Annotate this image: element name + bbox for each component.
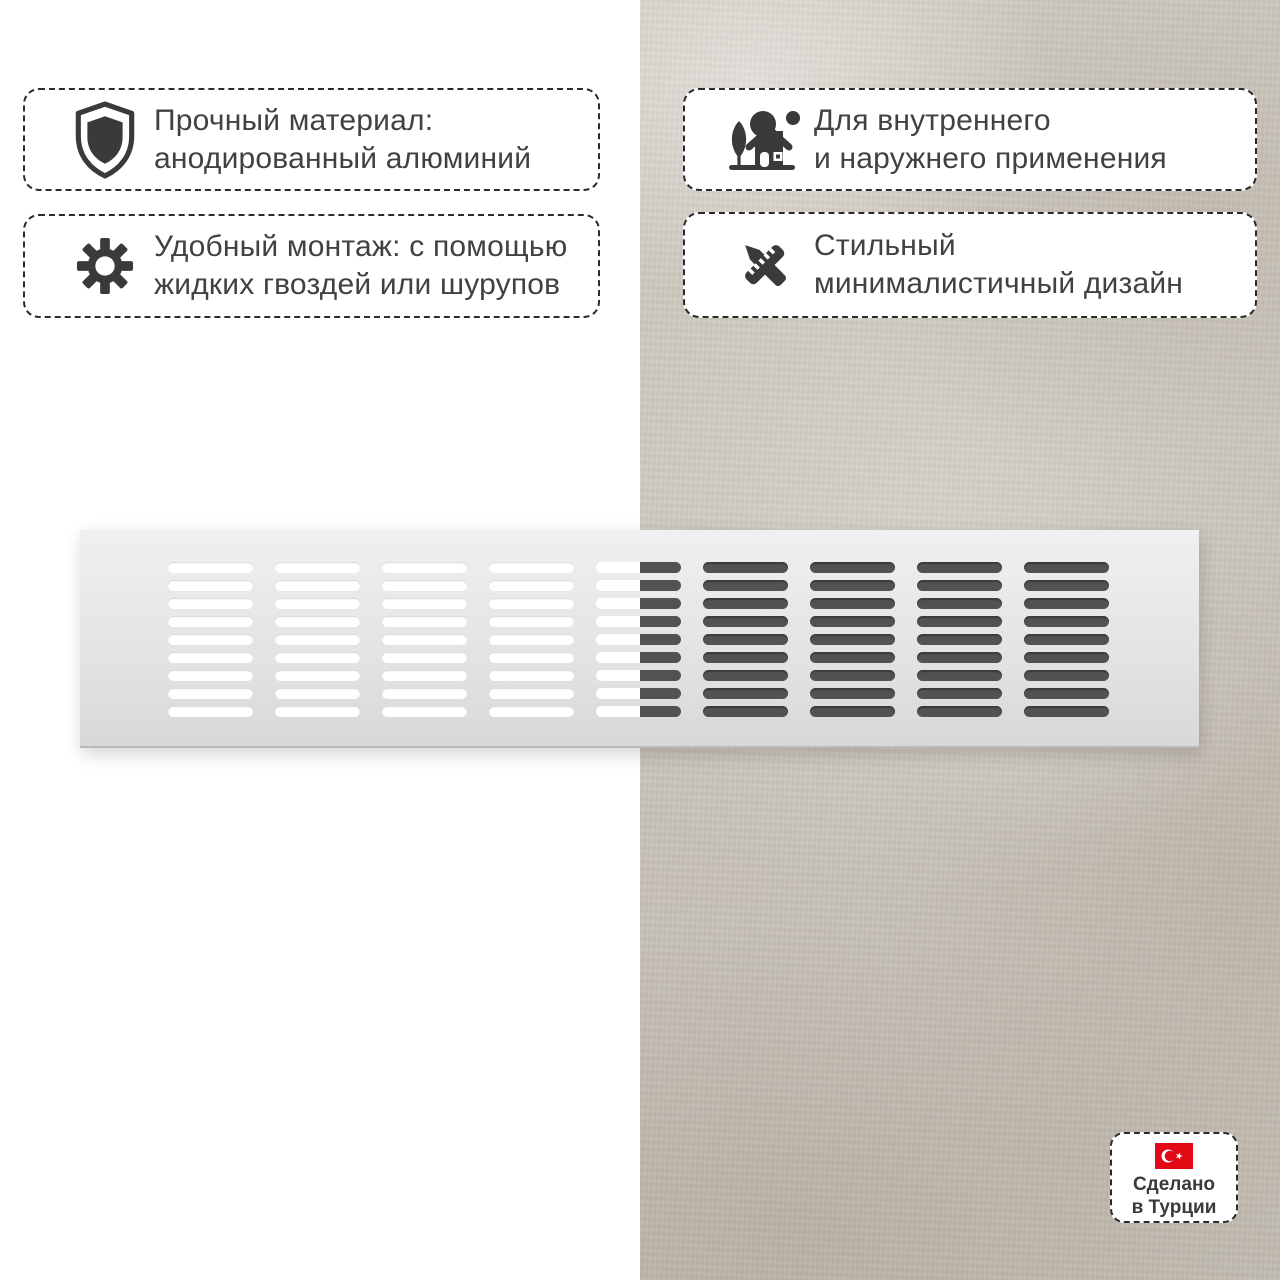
made-in-badge <box>1110 1132 1238 1223</box>
vent-slot <box>489 706 574 717</box>
vent-slot <box>382 616 467 627</box>
vent-slot <box>917 580 1002 591</box>
vent-slot <box>1024 670 1109 681</box>
feature-box-design <box>683 212 1257 318</box>
vent-slot <box>1024 616 1109 627</box>
vent-slot <box>382 598 467 609</box>
vent-slot <box>596 616 681 627</box>
vent-slot <box>810 616 895 627</box>
vent-slot <box>489 634 574 645</box>
made-in-line: Сделано <box>1132 1174 1216 1195</box>
vent-slot <box>489 562 574 573</box>
ventilation-grille <box>80 530 1199 748</box>
vent-slot <box>489 616 574 627</box>
vent-slot <box>168 598 253 609</box>
vent-slot <box>168 670 253 681</box>
vent-slot <box>596 562 681 573</box>
slot-column <box>275 562 360 746</box>
vent-slot <box>168 634 253 645</box>
feature-text-line: Для внутреннего <box>814 103 1051 137</box>
feature-text-line: и наружнего применения <box>814 141 1167 175</box>
vent-slot <box>489 598 574 609</box>
vent-slot <box>596 580 681 591</box>
slot-column <box>1024 562 1109 746</box>
vent-slot <box>810 598 895 609</box>
vent-slot <box>382 652 467 663</box>
feature-box-material <box>23 88 600 191</box>
vent-slot <box>917 634 1002 645</box>
vent-slot <box>382 670 467 681</box>
feature-text-design <box>814 227 1183 303</box>
vent-slot <box>810 688 895 699</box>
vent-slot <box>703 598 788 609</box>
vent-slot <box>382 562 467 573</box>
vent-slot <box>596 634 681 645</box>
vent-slot <box>275 562 360 573</box>
vent-slot <box>917 598 1002 609</box>
vent-slot <box>489 670 574 681</box>
vent-slot <box>810 562 895 573</box>
vent-slot <box>596 706 681 717</box>
vent-slot <box>810 652 895 663</box>
slot-column <box>810 562 895 746</box>
vent-slot <box>382 634 467 645</box>
vent-slot <box>275 652 360 663</box>
vent-slot <box>1024 598 1109 609</box>
feature-text-line: минималистичный дизайн <box>814 267 1184 300</box>
feature-text-line: Удобный монтаж: с помощью <box>154 230 568 263</box>
vent-slot <box>703 652 788 663</box>
house-tree-icon <box>725 107 805 173</box>
vent-slot <box>275 670 360 681</box>
feature-text-material <box>154 102 531 178</box>
vent-slot <box>596 652 681 663</box>
vent-slot <box>917 670 1002 681</box>
vent-slot <box>810 580 895 591</box>
vent-slot <box>917 688 1002 699</box>
vent-slot <box>917 706 1002 717</box>
made-in-line: в Турции <box>1131 1197 1217 1218</box>
vent-slot <box>1024 688 1109 699</box>
slot-column <box>917 562 1002 746</box>
vent-slot <box>810 706 895 717</box>
vent-slot <box>275 616 360 627</box>
vent-slot <box>168 562 253 573</box>
vent-slot <box>489 580 574 591</box>
vent-slot <box>168 616 253 627</box>
vent-slot <box>596 688 681 699</box>
pencil-ruler-icon <box>725 233 805 297</box>
vent-slot <box>275 634 360 645</box>
feature-text-mounting <box>154 228 567 304</box>
vent-slot <box>703 562 788 573</box>
vent-slot <box>489 652 574 663</box>
vent-slot <box>703 616 788 627</box>
vent-slot <box>703 634 788 645</box>
feature-box-mounting <box>23 214 600 318</box>
vent-slot <box>1024 652 1109 663</box>
vent-slot <box>382 688 467 699</box>
made-in-text <box>1132 1173 1217 1219</box>
vent-slot <box>1024 706 1109 717</box>
slot-column <box>703 562 788 746</box>
feature-text-line: Прочный материал: <box>154 103 434 137</box>
vent-slot <box>168 706 253 717</box>
vent-slot <box>703 670 788 681</box>
gear-icon <box>65 236 145 296</box>
vent-slot <box>168 652 253 663</box>
vent-slot <box>810 634 895 645</box>
feature-text-line: анодированный алюминий <box>154 141 532 175</box>
vent-slot <box>917 652 1002 663</box>
vent-slot <box>596 670 681 681</box>
vent-slot <box>810 670 895 681</box>
vent-slot <box>703 580 788 591</box>
vent-slot <box>382 706 467 717</box>
feature-text-line: Стильный <box>814 229 956 262</box>
vent-slot <box>275 706 360 717</box>
vent-slot <box>275 688 360 699</box>
feature-text-usage <box>814 102 1167 178</box>
vent-slot <box>275 580 360 591</box>
feature-text-line: жидких гвоздей или шурупов <box>154 268 561 301</box>
slot-column <box>382 562 467 746</box>
vent-slot <box>917 616 1002 627</box>
shield-icon <box>65 101 145 179</box>
vent-slot <box>168 688 253 699</box>
feature-box-usage <box>683 88 1257 191</box>
vent-slot <box>1024 634 1109 645</box>
vent-slot <box>168 580 253 591</box>
vent-slot <box>703 706 788 717</box>
vent-slot <box>489 688 574 699</box>
vent-slot <box>917 562 1002 573</box>
turkey-flag-icon <box>1155 1143 1193 1169</box>
vent-slot <box>703 688 788 699</box>
vent-slot <box>382 580 467 591</box>
vent-slot <box>1024 580 1109 591</box>
vent-slot <box>1024 562 1109 573</box>
vent-slot <box>596 598 681 609</box>
slot-column <box>596 562 681 746</box>
slot-column <box>489 562 574 746</box>
vent-slot <box>275 598 360 609</box>
slot-column <box>168 562 253 746</box>
